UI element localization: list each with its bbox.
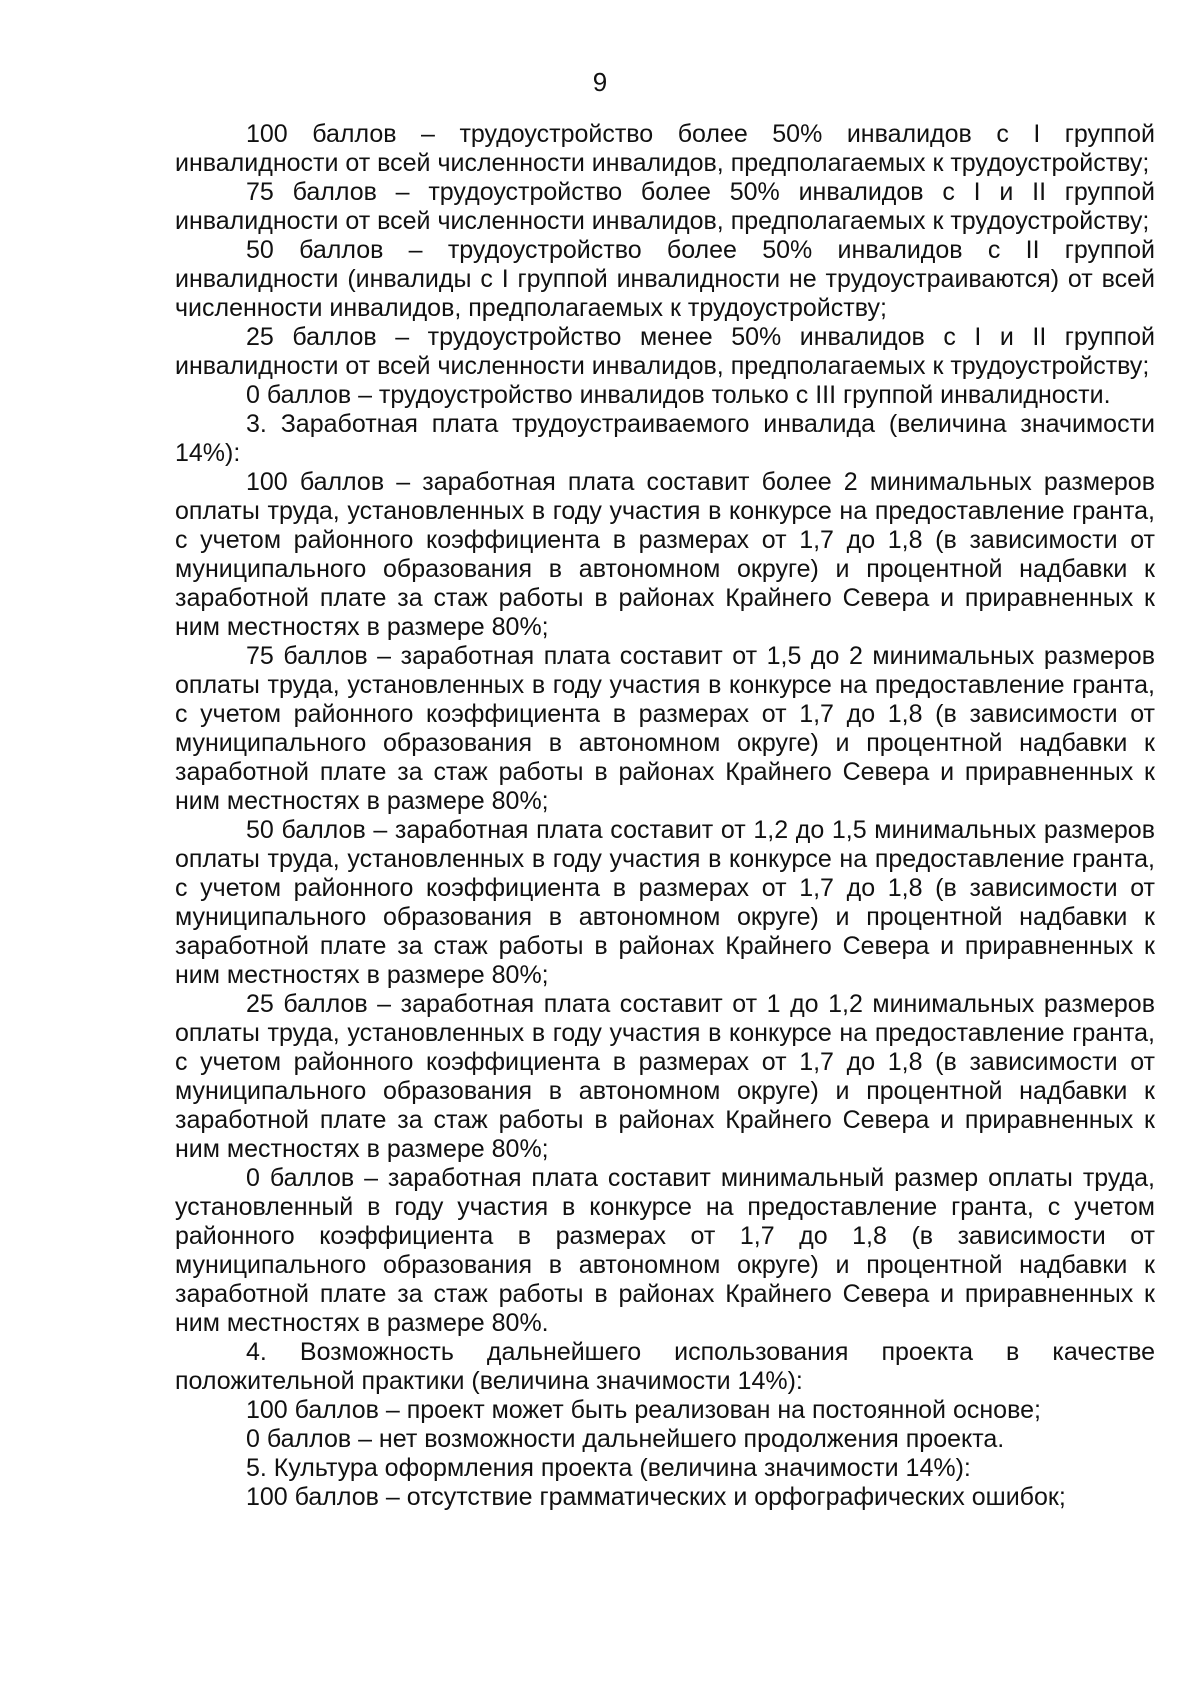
document-body bbox=[175, 120, 1155, 1512]
criterion-5-heading: 5. Культура оформления проекта (величина значимости 14%): bbox=[246, 1454, 971, 1482]
criterion-4-heading: 4. Возможность дальнейшего использования проекта в качестве положительной практики (величина значимости 14%): bbox=[175, 1338, 1155, 1395]
paragraph-salary-score-25: 25 баллов – заработная плата составит от 1 до 1,2 минимальных размеров оплаты труда, установленных в году участия в конкурсе на предоставление гранта, с учетом районного коэффициента в размерах от 1,7 до 1,8 (в зависимости от муниципального образования в автономном округе) и процентной надбавки к заработной плате за стаж работы в районах Крайнего Севера и приравненных к ним местностях в размере 80%; bbox=[175, 990, 1155, 1163]
paragraph-score-50-disability-group-2: 50 баллов – трудоустройство более 50% инвалидов с II группой инвалидности (инвалиды с I группой инвалидности не трудоустраиваются) от всей численности инвалидов, предполагаемых к трудоустройству; bbox=[175, 236, 1155, 322]
paragraph-salary-score-75: 75 баллов – заработная плата составит от 1,5 до 2 минимальных размеров оплаты труда, установленных в году участия в конкурсе на предоставление гранта, с учетом районного коэффициента в размерах от 1,7 до 1,8 (в зависимости от муниципального образования в автономном округе) и процентной надбавки к заработной плате за стаж работы в районах Крайнего Севера и приравненных к ним местностях в размере 80%; bbox=[175, 642, 1155, 815]
paragraph-salary-score-100: 100 баллов – заработная плата составит более 2 минимальных размеров оплаты труда, установленных в году участия в конкурсе на предоставление гранта, с учетом районного коэффициента в размерах от 1,7 до 1,8 (в зависимости от муниципального образования в автономном округе) и процентной надбавки к заработной плате за стаж работы в районах Крайнего Севера и приравненных к ним местностях в размере 80%; bbox=[175, 468, 1155, 641]
page-number: 9 bbox=[592, 67, 608, 97]
paragraph-practice-score-0: 0 баллов – нет возможности дальнейшего продолжения проекта. bbox=[246, 1425, 1005, 1453]
paragraph-formatting-score-100: 100 баллов – отсутствие грамматических и орфографических ошибок; bbox=[246, 1483, 1066, 1511]
paragraph-score-25-disability-group-1-2: 25 баллов – трудоустройство менее 50% инвалидов с I и II группой инвалидности от всей численности инвалидов, предполагаемых к трудоустройству; bbox=[175, 323, 1155, 380]
paragraph-score-75-disability-group-1-2: 75 баллов – трудоустройство более 50% инвалидов с I и II группой инвалидности от всей численности инвалидов, предполагаемых к трудоустройству; bbox=[175, 178, 1155, 235]
criterion-3-heading: 3. Заработная плата трудоустраиваемого инвалида (величина значимости 14%): bbox=[175, 410, 1155, 467]
paragraph-score-0-disability-group-3: 0 баллов – трудоустройство инвалидов только с III группой инвалидности. bbox=[246, 381, 1111, 409]
paragraph-score-100-disability-group-1: 100 баллов – трудоустройство более 50% инвалидов с I группой инвалидности от всей численности инвалидов, предполагаемых к трудоустройству; bbox=[175, 120, 1155, 177]
paragraph-salary-score-50: 50 баллов – заработная плата составит от 1,2 до 1,5 минимальных размеров оплаты труда, установленных в году участия в конкурсе на предоставление гранта, с учетом районного коэффициента в размерах от 1,7 до 1,8 (в зависимости от муниципального образования в автономном округе) и процентной надбавки к заработной плате за стаж работы в районах Крайнего Севера и приравненных к ним местностях в размере 80%; bbox=[175, 816, 1155, 989]
paragraph-practice-score-100: 100 баллов – проект может быть реализован на постоянной основе; bbox=[246, 1396, 1041, 1424]
paragraph-salary-score-0: 0 баллов – заработная плата составит минимальный размер оплаты труда, установленный в году участия в конкурсе на предоставление гранта, с учетом районного коэффициента в размерах от 1,7 до 1,8 (в зависимости от муниципального образования в автономном округе) и процентной надбавки к заработной плате за стаж работы в районах Крайнего Севера и приравненных к ним местностях в размере 80%. bbox=[175, 1164, 1155, 1337]
